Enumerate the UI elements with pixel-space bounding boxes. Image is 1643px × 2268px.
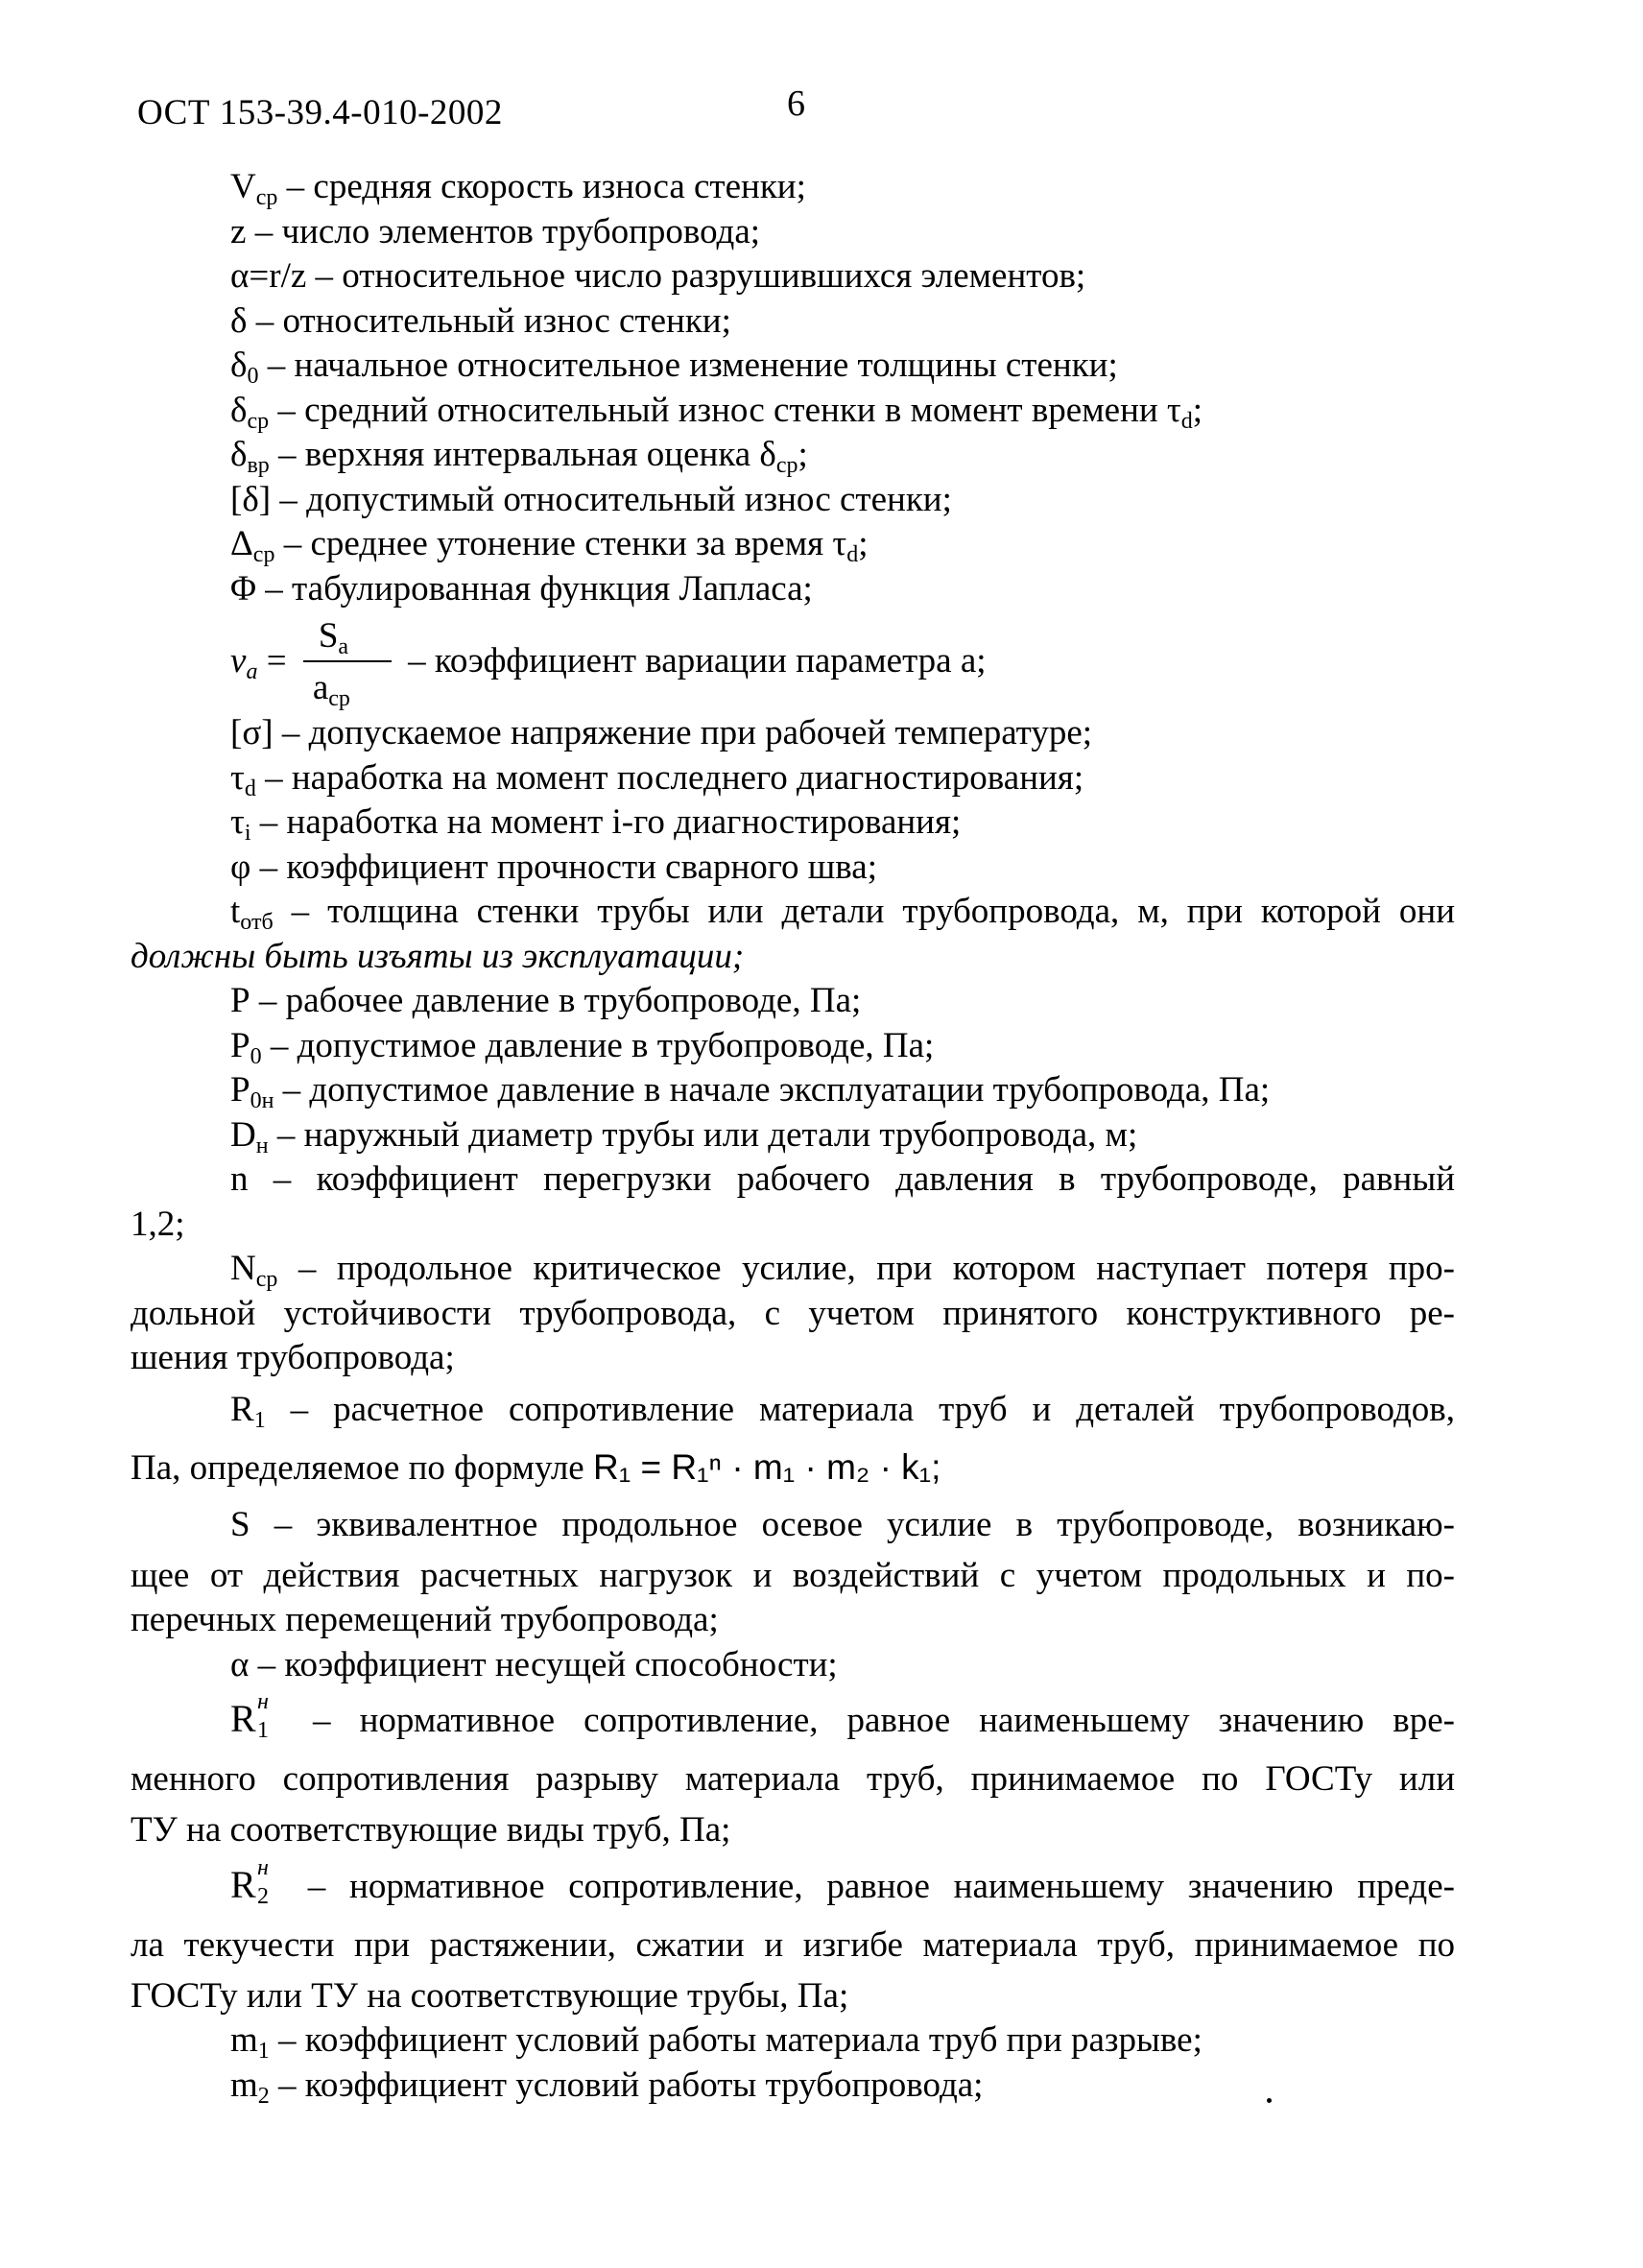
definition-item: $P_{0н}$ – допустимое давление в начале эксплуатации трубопровода, Па; xyxy=(230,1070,1271,1113)
fraction-numerator: $S_a$ xyxy=(318,615,349,659)
definition-item: φ – коэффициент прочности сварного шва; xyxy=(230,847,877,887)
definition-item: $m_1$ – коэффициент условий работы материала труб при разрыве; xyxy=(230,2020,1202,2064)
definition-item: S – эквивалентное продольное осевое усилие в трубопроводе, возникаю- xyxy=(230,1504,1455,1544)
definition-continuation: щее от действия расчетных нагрузок и воздействий с учетом продольных и по- xyxy=(131,1555,1455,1595)
definition-item: [δ] – допустимый относительный износ стенки; xyxy=(230,479,952,519)
fraction-denominator: $a_{ср}$ xyxy=(312,667,350,711)
definition-item: [σ] – допускаемое напряжение при рабочей температуре; xyxy=(230,713,1093,752)
fraction-bar xyxy=(303,660,392,662)
definition-continuation: ла текучести при растяжении, сжатии и изгибе материала труб, принимаемое по xyxy=(131,1924,1455,1965)
definition-continuation: шения трубопровода; xyxy=(131,1338,455,1377)
definitions-list xyxy=(131,165,1455,2108)
definition-item: $\delta_{вр}$ – верхняя интервальная оценка $\delta_{ср}$; xyxy=(230,435,808,478)
definition-continuation: Па, определяемое по формуле R₁ = R₁ⁿ · m₁ · m₂ · k₁; xyxy=(131,1446,941,1488)
definition-continuation: ТУ на соответствующие виды труб, Па; xyxy=(131,1810,731,1850)
definition-item: z – число элементов трубопровода; xyxy=(230,211,761,251)
scan-speck xyxy=(1267,2098,1272,2103)
r1n-symbol: R н 1 xyxy=(230,1689,269,1743)
definition-continuation: перечных перемещений трубопровода; xyxy=(131,1600,719,1639)
definition-continuation: должны быть изъяты из эксплуатации; xyxy=(131,936,745,976)
definition-item: $t_{отб}$ – толщина стенки трубы или детали трубопровода, м, при которой они xyxy=(230,892,1455,935)
definition-item: P – рабочее давление в трубопроводе, Па; xyxy=(230,981,862,1020)
variation-lhs: $v_a$ xyxy=(230,641,258,684)
definition-continuation: 1,2; xyxy=(131,1204,185,1244)
definition-item: $R_1$ – расчетное сопротивление материала труб и деталей трубопроводов, xyxy=(230,1389,1455,1433)
definition-item: $\Delta_{ср}$ – среднее утонение стенки за время $\tau_d$; xyxy=(230,524,869,567)
definition-item: $N_{ср}$ – продольное критическое усилие, при котором наступает потеря про- xyxy=(230,1249,1455,1292)
definition-item: $\delta_{ср}$ – средний относительный износ стенки в момент времени $\tau_d$; xyxy=(230,390,1203,434)
definition-item: $\tau_i$ – наработка на момент i-го диагностирования; xyxy=(230,802,962,846)
definition-continuation: дольной устойчивости трубопровода, с учетом принятого конструктивного ре- xyxy=(131,1293,1455,1333)
definition-item: R н 1 – нормативное сопротивление, равное наименьшему значению вре- xyxy=(131,1687,1455,1751)
definition-item: Φ – табулированная функция Лапласа; xyxy=(230,568,813,609)
document-code: ОСТ 153-39.4-010-2002 xyxy=(137,93,503,132)
definition-item: α – коэффициент несущей способности; xyxy=(230,1644,838,1684)
definition-item: δ – относительный износ стенки; xyxy=(230,300,731,341)
definition-item: $\tau_d$ – наработка на момент последнего диагностирования; xyxy=(230,757,1084,801)
r1-formula: R₁ = R₁ⁿ · m₁ · m₂ · k₁; xyxy=(592,1446,941,1487)
definition-item: $\delta_0$ – начальное относительное изменение толщины стенки; xyxy=(230,346,1118,389)
definition-item: $m_2$ – коэффициент условий работы трубопровода; xyxy=(230,2065,984,2109)
variation-coefficient-definition: $v_a$ = $\frac{S_a}{a_{ср}}$ – коэффициент вариации параметра a; xyxy=(131,611,1455,711)
definition-item: $V_{ср}$ – средняя скорость износа стенки; xyxy=(230,167,806,210)
definition-item: R н 2 – нормативное сопротивление, равное наименьшему значению предe- xyxy=(131,1853,1455,1917)
definition-item: α=r/z – относительное число разрушившихся элементов; xyxy=(230,256,1086,296)
definition-item: n – коэффициент перегрузки рабочего давления в трубопроводе, равный xyxy=(230,1159,1455,1199)
definition-continuation: менного сопротивления разрыву материала труб, принимаемое по ГОСТу или xyxy=(131,1759,1455,1799)
page-number: 6 xyxy=(787,84,805,124)
definition-item: $D_н$ – наружный диаметр трубы или детали трубопровода, м; xyxy=(230,1114,1138,1158)
r2n-symbol: R н 2 xyxy=(230,1854,269,1909)
variation-fraction xyxy=(303,616,392,712)
definition-continuation: ГОСТу или ТУ на соответствующие трубы, Па; xyxy=(131,1975,849,2016)
definition-item: $P_0$ – допустимое давление в трубопроводе, Па; xyxy=(230,1025,935,1069)
